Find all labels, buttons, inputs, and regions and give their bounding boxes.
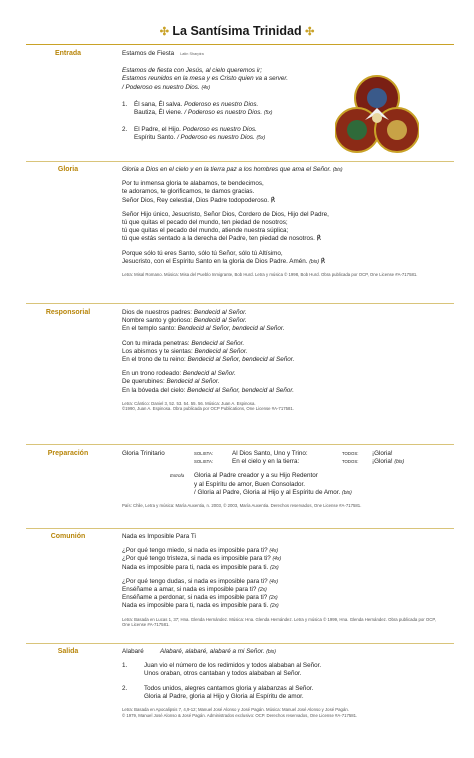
- entrada-v2a-plain: El Padre, el Hijo.: [134, 126, 181, 134]
- comunion-line: ¿Por qué tengo miedo, si nada es imposible para ti?: [122, 547, 268, 555]
- comunion-song: Nada es Imposible Para Ti: [122, 533, 196, 540]
- gloria-s2-l1: Señor Hijo único, Jesucristo, Señor Dios, Cordero de Dios, Hijo del Padre,: [122, 210, 329, 218]
- entrada-v1b-it: / Poderoso es nuestro Dios.: [184, 109, 263, 117]
- salida-credit-1: Letra: Basada en Apocalipsis 7, 4,9-12; Manuel José Alonso y José Pagán. Música: Manuel José Alonso y José Pagán.: [122, 707, 349, 713]
- gloria-s3-rep: (bis): [309, 258, 319, 265]
- response-mark-icon: ℟: [320, 257, 326, 265]
- salida-credit-2: © 1979, Manuel José Alonso & José Pagán. Administrados exclusivo: OCP. Derechos reservados, One License #A-717581.: [122, 712, 358, 718]
- page-title-text: La Santísima Trinidad: [172, 24, 302, 38]
- divider: [26, 528, 454, 529]
- divider: [26, 161, 454, 162]
- entrada-song: Estamos de Fiesta: [122, 50, 175, 57]
- solista-label: SOLISTA:: [194, 459, 214, 465]
- gloria-s2-l4: tú que estás sentado a la derecha del Padre, ten piedad de nosotros.: [122, 235, 315, 243]
- todos-text: ¡Gloria!: [372, 450, 393, 457]
- entrada-v2a-it: Poderoso es nuestro Dios.: [182, 126, 257, 134]
- todos-text: ¡Gloria!: [372, 458, 393, 466]
- resp-response: Bendecid al Señor.: [193, 309, 247, 316]
- response-mark-icon: ℟: [316, 235, 321, 243]
- entrada-v2b-rep: (5x): [256, 135, 266, 142]
- salida-label: Salida: [57, 648, 79, 655]
- title-rule: [26, 44, 454, 45]
- todos-label: TODOS:: [342, 459, 359, 465]
- resp-line: En el trono de tu reino:: [122, 356, 188, 364]
- comunion-rep: (2x): [269, 595, 278, 602]
- solista-text: En el cielo y en la tierra:: [232, 458, 300, 466]
- entrada-refrain-3: / Poderoso es nuestro Dios.: [122, 83, 200, 91]
- divider: [26, 444, 454, 445]
- preparacion-song: Gloria Trinitario: [122, 450, 165, 457]
- resp-line: Con tu mirada penetras:: [122, 339, 192, 347]
- gloria-s2-l3: tú que quitas el pecado del mundo, atiende nuestra súplica;: [122, 227, 289, 235]
- preparacion-line-2: y al Espíritu de amor, Buen Consolador.: [194, 480, 305, 488]
- entrada-refrain-2: Estamos reunidos en la mesa y es Cristo quien va a server.: [122, 75, 289, 83]
- solista-label: SOLISTA:: [194, 451, 214, 456]
- resp-line: Los abismos y te sientas:: [122, 347, 195, 355]
- entrada-refrain-1: Estamos de fiesta con Jesús, al cielo queremos ir;: [122, 67, 262, 75]
- comunion-label: Comunión: [50, 533, 86, 540]
- todos-label: TODOS:: [342, 451, 359, 456]
- salida-v1-l1: Juan vio el número de los redimidos y todos alababan al Señor.: [144, 662, 322, 670]
- preparacion-body: [122, 450, 442, 509]
- gloria-body: [122, 166, 442, 278]
- comunion-rep: (4x): [269, 548, 278, 555]
- salida-body: [122, 648, 442, 718]
- divider: [26, 303, 454, 304]
- resp-line: En un trono rodeado:: [122, 370, 183, 378]
- salida-v2-l2: Gloria al Padre, gloria al Hijo y Gloria al Espíritu de amor.: [144, 692, 304, 700]
- resp-response: Bendecid al Señor.: [193, 317, 247, 325]
- todos-rep: (bis): [394, 459, 405, 466]
- comunion-line: Enséñame a amar, si nada es imposible para ti?: [122, 586, 257, 594]
- gloria-s1-l2: te adoramos, te glorificamos, te damos gracias.: [122, 188, 255, 196]
- resp-response: Bendecid al Señor, bendecid al Señor.: [187, 356, 295, 364]
- resp-response: Bendecid al Señor.: [194, 347, 248, 355]
- entrada-v2b-plain: Espíritu Santo.: [134, 134, 176, 142]
- preparacion-line-3: / Gloria al Padre, Gloria al Hijo y al Espíritu de Amor.: [194, 488, 341, 496]
- gloria-s1-l1: Por tu inmensa gloria te alabamos, te bendecimos,: [122, 180, 264, 188]
- salida-refrain: Alabaré, alabaré, alabaré a mi Señor.: [160, 648, 265, 655]
- resp-line: En la bóveda del cielo:: [122, 386, 188, 394]
- salida-v1-l2: Unos oraban, otros cantaban y todos alababan al Señor.: [144, 670, 302, 678]
- entrada-v2b-it: / Poderoso es nuestro Dios.: [177, 134, 255, 142]
- preparacion-line-1: Gloria al Padre creador y a su Hijo Redentor: [194, 472, 318, 480]
- entrada-label: Entrada: [54, 50, 82, 57]
- entrada-refrain-rep: (4x): [201, 84, 211, 91]
- gloria-s3-l1: Porque sólo tú eres Santo, sólo tú Señor, sólo tú Altísimo,: [122, 249, 283, 257]
- entrada-v1b-rep: (5x): [263, 110, 273, 117]
- gloria-refrain: Gloria a Dios en el cielo y en la tierra paz a los hombres que ama el Señor.: [122, 166, 332, 173]
- comunion-body: [122, 533, 442, 628]
- gloria-s3-l2: Jesucristo, con el Espíritu Santo en la gloria de Dios Padre. Amén.: [122, 257, 308, 265]
- comunion-line: ¿Por qué tengo dudas, si nada es imposible para ti?: [122, 577, 268, 585]
- solista-text: Al Dios Santo, Uno y Trino:: [232, 450, 308, 457]
- responsorial-body: [122, 309, 442, 412]
- salida-refrain-rep: (bis): [266, 649, 276, 655]
- resp-response: Bendecid al Señor, bendecid al Señor.: [177, 325, 285, 333]
- comunion-rep: (4x): [272, 556, 282, 563]
- gloria-label: Gloria: [57, 166, 79, 173]
- responsorial-credit-2: ©1990, Juan A. Espinosa. Obra publicada por OCP Publications, One License #A-717581.: [122, 406, 294, 412]
- comunion-line: Nada es imposible para ti, nada es imposible para ti.: [122, 602, 269, 610]
- entrada-v1b-plain: Bautiza, Él viene.: [134, 109, 183, 117]
- comunion-rep: (4x): [269, 578, 278, 585]
- resp-line: Dios de nuestros padres:: [122, 309, 194, 316]
- page-title: [0, 24, 474, 38]
- comunion-rep: (2x): [270, 603, 279, 610]
- entrada-song-note: Latin Sharpira: [180, 52, 204, 56]
- entrada-v1a-it: Poderoso es nuestro Dios.: [184, 100, 259, 108]
- divider: [26, 643, 454, 644]
- comunion-line: ¿Por qué tengo tristeza, si nada es imposible para ti?: [122, 555, 271, 563]
- resp-line: De querubines:: [122, 378, 167, 386]
- gloria-credit: Letra: Misal Romano. Música: Misa del Pueblo Inmigrante, Bob Hurd. Letra y música © 1998, Bob Hurd. Obra publicada por OCP, One License #A-717581.: [122, 272, 418, 278]
- resp-response: Bendecid al Señor, bendecid al Señor.: [187, 386, 295, 394]
- gloria-refrain-rep: (bis): [332, 167, 343, 173]
- salida-v2-num: 2.: [122, 684, 128, 692]
- preparacion-rep: (bis): [342, 489, 352, 496]
- responsorial-credit-1: Letra: Cántico: Daniel 3, 52. 53. 54. 55. 56. Música: Juan A. Espinosa.: [122, 400, 256, 406]
- entrada-body: [122, 50, 442, 143]
- resp-response: Bendecid al Señor.: [182, 370, 236, 378]
- response-mark-icon: ℟: [270, 196, 276, 204]
- responsorial-label: Responsorial: [45, 309, 91, 316]
- resp-response: Bendecid al Señor.: [166, 378, 220, 386]
- comunion-rep: (2x): [270, 564, 279, 571]
- estrofa-label: Estrofa: [170, 473, 185, 479]
- salida-v2-l1: Todos unidos, alegres cantamos gloria y alabanzas al Señor.: [144, 684, 314, 692]
- ornament-icon: ✣: [159, 26, 169, 38]
- ornament-icon: ✣: [305, 26, 315, 38]
- resp-line: Nombre santo y glorioso:: [122, 317, 194, 325]
- comunion-line: Enséñame a perdonar, si nada es imposible para ti?: [122, 594, 268, 602]
- salida-song: Alabaré: [122, 648, 144, 655]
- salida-v1-num: 1.: [122, 662, 128, 670]
- preparacion-credit: País: Chile, Letra y música: María Auxentia, n. 2003, © 2003, María Auxentia. Derechos reservados, One License #A-717581.: [122, 503, 362, 509]
- comunion-line: Nada es imposible para ti, nada es imposible para ti.: [122, 563, 269, 571]
- entrada-v1-num: 1.: [122, 100, 128, 108]
- resp-response: Bendecid al Señor.: [191, 339, 245, 347]
- gloria-s2-l2: tú que quitas el pecado del mundo, ten piedad de nosotros;: [122, 219, 288, 227]
- resp-line: En el templo santo:: [122, 325, 178, 333]
- gloria-s1-l3: Señor Dios, Rey celestial, Dios Padre todopoderoso.: [122, 196, 270, 204]
- entrada-v2-num: 2.: [122, 126, 128, 134]
- comunion-credit: Letra: Basada en Lucas 1, 37; Hna. Glenda Hernández. Música: Hna. Glenda Hernández. Letra y música © 1999, Hna. Glenda Hernández. Obra publicada por OCP, One License #A-717581.: [122, 616, 436, 628]
- entrada-v1a-plain: Él sana, Él salva.: [134, 100, 183, 108]
- preparacion-label: Preparación: [47, 450, 89, 457]
- comunion-rep: (2x): [258, 587, 267, 594]
